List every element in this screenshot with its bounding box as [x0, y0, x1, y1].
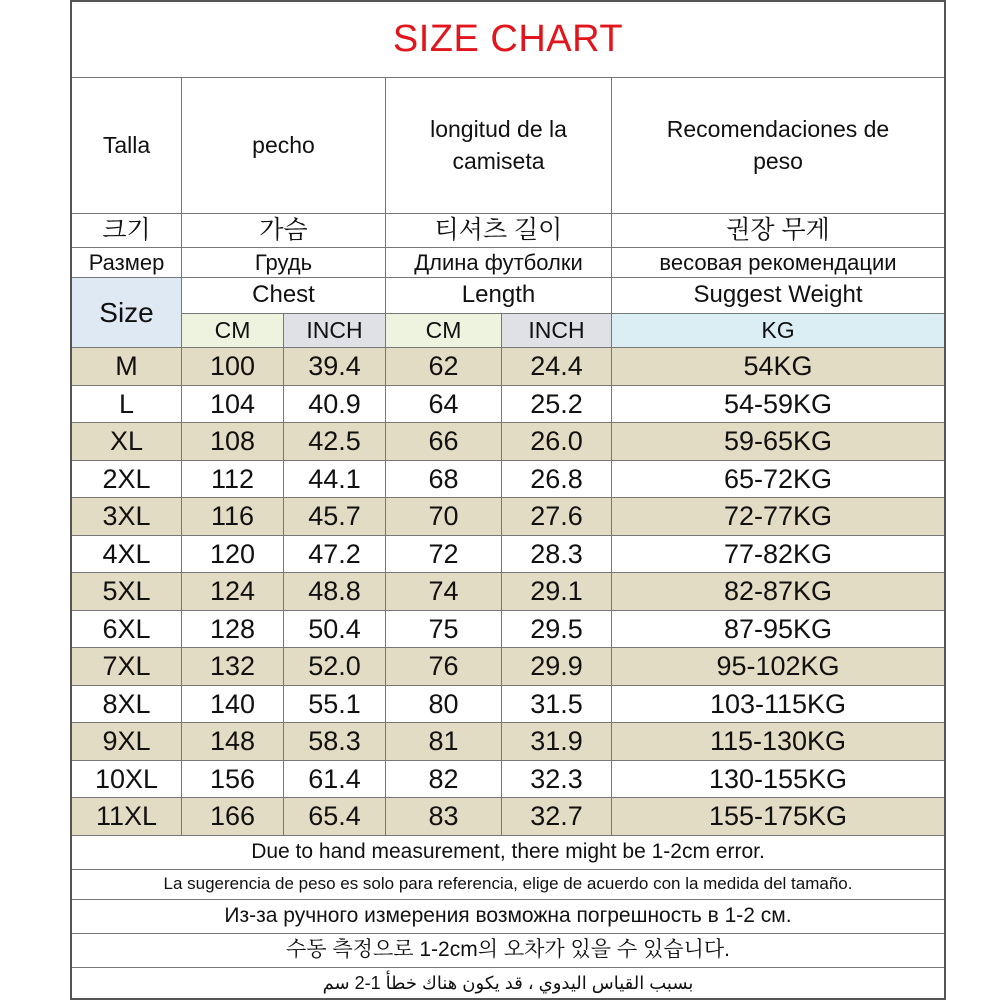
cell-size: XL — [72, 423, 182, 461]
note-ar: بسبب القياس اليدوي ، قد يكون هناك خطأ 1-2 سم — [72, 968, 944, 1000]
header-en-length: Length — [386, 278, 612, 314]
unit-weight-kg: KG — [612, 314, 944, 348]
header-en-size: Size — [72, 278, 182, 348]
header-es-length: longitud de la camiseta — [386, 78, 612, 214]
header-es-weight: Recomendaciones de peso — [612, 78, 944, 214]
header-es-chest: pecho — [182, 78, 386, 214]
cell-length-cm: 66 — [386, 423, 502, 461]
cell-chest-inch: 58.3 — [284, 723, 386, 761]
cell-weight: 54KG — [612, 348, 944, 386]
cell-weight: 72-77KG — [612, 498, 944, 536]
cell-chest-inch: 39.4 — [284, 348, 386, 386]
cell-length-inch: 28.3 — [502, 536, 612, 574]
cell-length-cm: 81 — [386, 723, 502, 761]
cell-chest-cm: 120 — [182, 536, 284, 574]
cell-chest-cm: 148 — [182, 723, 284, 761]
header-en-weight: Suggest Weight — [612, 278, 944, 314]
cell-size: 7XL — [72, 648, 182, 686]
cell-weight: 103-115KG — [612, 686, 944, 724]
cell-chest-inch: 44.1 — [284, 461, 386, 499]
header-ko-size: 크기 — [72, 214, 182, 248]
cell-chest-cm: 104 — [182, 386, 284, 424]
cell-length-cm: 64 — [386, 386, 502, 424]
cell-chest-cm: 140 — [182, 686, 284, 724]
cell-length-inch: 32.3 — [502, 761, 612, 799]
header-ru-weight: весовая рекомендации — [612, 248, 944, 278]
unit-length-cm: CM — [386, 314, 502, 348]
cell-chest-cm: 156 — [182, 761, 284, 799]
cell-weight: 77-82KG — [612, 536, 944, 574]
cell-chest-cm: 108 — [182, 423, 284, 461]
cell-chest-cm: 166 — [182, 798, 284, 836]
cell-length-inch: 25.2 — [502, 386, 612, 424]
header-en-chest: Chest — [182, 278, 386, 314]
cell-length-cm: 72 — [386, 536, 502, 574]
unit-length-inch: INCH — [502, 314, 612, 348]
header-ko-length: 티셔츠 길이 — [386, 214, 612, 248]
cell-chest-inch: 47.2 — [284, 536, 386, 574]
cell-chest-inch: 61.4 — [284, 761, 386, 799]
cell-weight: 130-155KG — [612, 761, 944, 799]
cell-weight: 59-65KG — [612, 423, 944, 461]
cell-length-cm: 68 — [386, 461, 502, 499]
cell-chest-cm: 124 — [182, 573, 284, 611]
note-en: Due to hand measurement, there might be 1-2cm error. — [72, 836, 944, 870]
cell-length-inch: 27.6 — [502, 498, 612, 536]
cell-size: 2XL — [72, 461, 182, 499]
cell-chest-inch: 52.0 — [284, 648, 386, 686]
cell-length-inch: 31.5 — [502, 686, 612, 724]
cell-size: L — [72, 386, 182, 424]
cell-length-cm: 74 — [386, 573, 502, 611]
cell-size: 8XL — [72, 686, 182, 724]
cell-weight: 54-59KG — [612, 386, 944, 424]
cell-length-inch: 29.5 — [502, 611, 612, 649]
cell-length-inch: 29.1 — [502, 573, 612, 611]
header-ko-weight: 권장 무게 — [612, 214, 944, 248]
note-es: La sugerencia de peso es solo para referencia, elige de acuerdo con la medida del tamaño. — [72, 870, 944, 900]
cell-length-cm: 83 — [386, 798, 502, 836]
cell-size: 6XL — [72, 611, 182, 649]
cell-length-inch: 32.7 — [502, 798, 612, 836]
cell-chest-inch: 55.1 — [284, 686, 386, 724]
cell-chest-cm: 112 — [182, 461, 284, 499]
header-ru-chest: Грудь — [182, 248, 386, 278]
cell-size: 5XL — [72, 573, 182, 611]
cell-chest-inch: 65.4 — [284, 798, 386, 836]
cell-chest-cm: 100 — [182, 348, 284, 386]
cell-weight: 95-102KG — [612, 648, 944, 686]
header-es-size: Talla — [72, 78, 182, 214]
cell-length-cm: 75 — [386, 611, 502, 649]
cell-weight: 115-130KG — [612, 723, 944, 761]
cell-size: 3XL — [72, 498, 182, 536]
cell-chest-inch: 42.5 — [284, 423, 386, 461]
cell-chest-cm: 132 — [182, 648, 284, 686]
cell-length-cm: 82 — [386, 761, 502, 799]
cell-length-inch: 29.9 — [502, 648, 612, 686]
cell-length-inch: 26.0 — [502, 423, 612, 461]
cell-length-inch: 26.8 — [502, 461, 612, 499]
cell-chest-inch: 40.9 — [284, 386, 386, 424]
cell-chest-inch: 48.8 — [284, 573, 386, 611]
cell-length-inch: 31.9 — [502, 723, 612, 761]
cell-length-cm: 70 — [386, 498, 502, 536]
unit-chest-cm: CM — [182, 314, 284, 348]
header-ru-size: Размер — [72, 248, 182, 278]
cell-length-cm: 80 — [386, 686, 502, 724]
cell-size: M — [72, 348, 182, 386]
cell-length-cm: 76 — [386, 648, 502, 686]
cell-chest-inch: 45.7 — [284, 498, 386, 536]
cell-chest-cm: 116 — [182, 498, 284, 536]
cell-chest-inch: 50.4 — [284, 611, 386, 649]
cell-size: 10XL — [72, 761, 182, 799]
chart-title: SIZE CHART — [72, 0, 944, 78]
cell-length-cm: 62 — [386, 348, 502, 386]
note-ru: Из-за ручного измерения возможна погрешность в 1-2 см. — [72, 900, 944, 934]
note-ko: 수동 측정으로 1-2cm의 오차가 있을 수 있습니다. — [72, 934, 944, 968]
size-chart-table — [70, 0, 946, 1000]
cell-size: 4XL — [72, 536, 182, 574]
header-ko-chest: 가슴 — [182, 214, 386, 248]
cell-weight: 87-95KG — [612, 611, 944, 649]
cell-size: 11XL — [72, 798, 182, 836]
cell-weight: 155-175KG — [612, 798, 944, 836]
unit-chest-inch: INCH — [284, 314, 386, 348]
cell-weight: 82-87KG — [612, 573, 944, 611]
cell-chest-cm: 128 — [182, 611, 284, 649]
cell-weight: 65-72KG — [612, 461, 944, 499]
header-ru-length: Длина футболки — [386, 248, 612, 278]
cell-length-inch: 24.4 — [502, 348, 612, 386]
cell-size: 9XL — [72, 723, 182, 761]
